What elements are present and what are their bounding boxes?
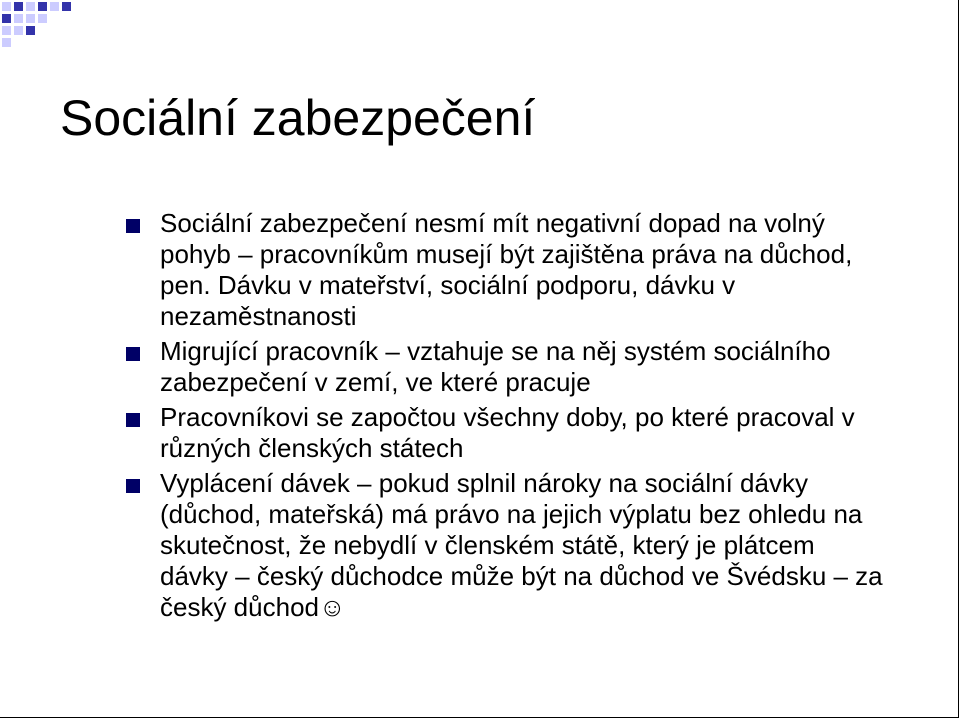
bullet-item [126, 468, 886, 623]
bullet-text: Vyplácení dávek – pokud splnil nároky na sociální dávky (důchod, mateřská) má právo na jejich výplatu bez ohledu na skutečnost, že nebydlí v členském státě, který je plátcem dávky – český důchodce může být na důchod ve Švédsku – za český důchod☺ [160, 468, 883, 622]
bullet-text: Pracovníkovi se započtou všechny doby, po které pracoval v různých členských státech [160, 402, 855, 463]
slide-title: Sociální zabezpečení [60, 90, 536, 146]
square-bullet-icon [126, 347, 140, 361]
bullet-text: Migrující pracovník – vztahuje se na něj systém sociálního zabezpečení v zemí, ve které pracuje [160, 336, 831, 397]
square-bullet-icon [126, 219, 140, 233]
bullet-item [126, 336, 886, 398]
bullet-list [126, 208, 886, 627]
square-bullet-icon [126, 413, 140, 427]
corner-decoration-icon [0, 0, 80, 56]
bullet-item [126, 402, 886, 464]
bullet-item [126, 208, 886, 332]
bullet-text: Sociální zabezpečení nesmí mít negativní dopad na volný pohyb – pracovníkům musejí být zajištěna práva na důchod, pen. Dávku v mateřství, sociální podporu, dávku v nezaměstnanosti [160, 208, 853, 331]
square-bullet-icon [126, 479, 140, 493]
